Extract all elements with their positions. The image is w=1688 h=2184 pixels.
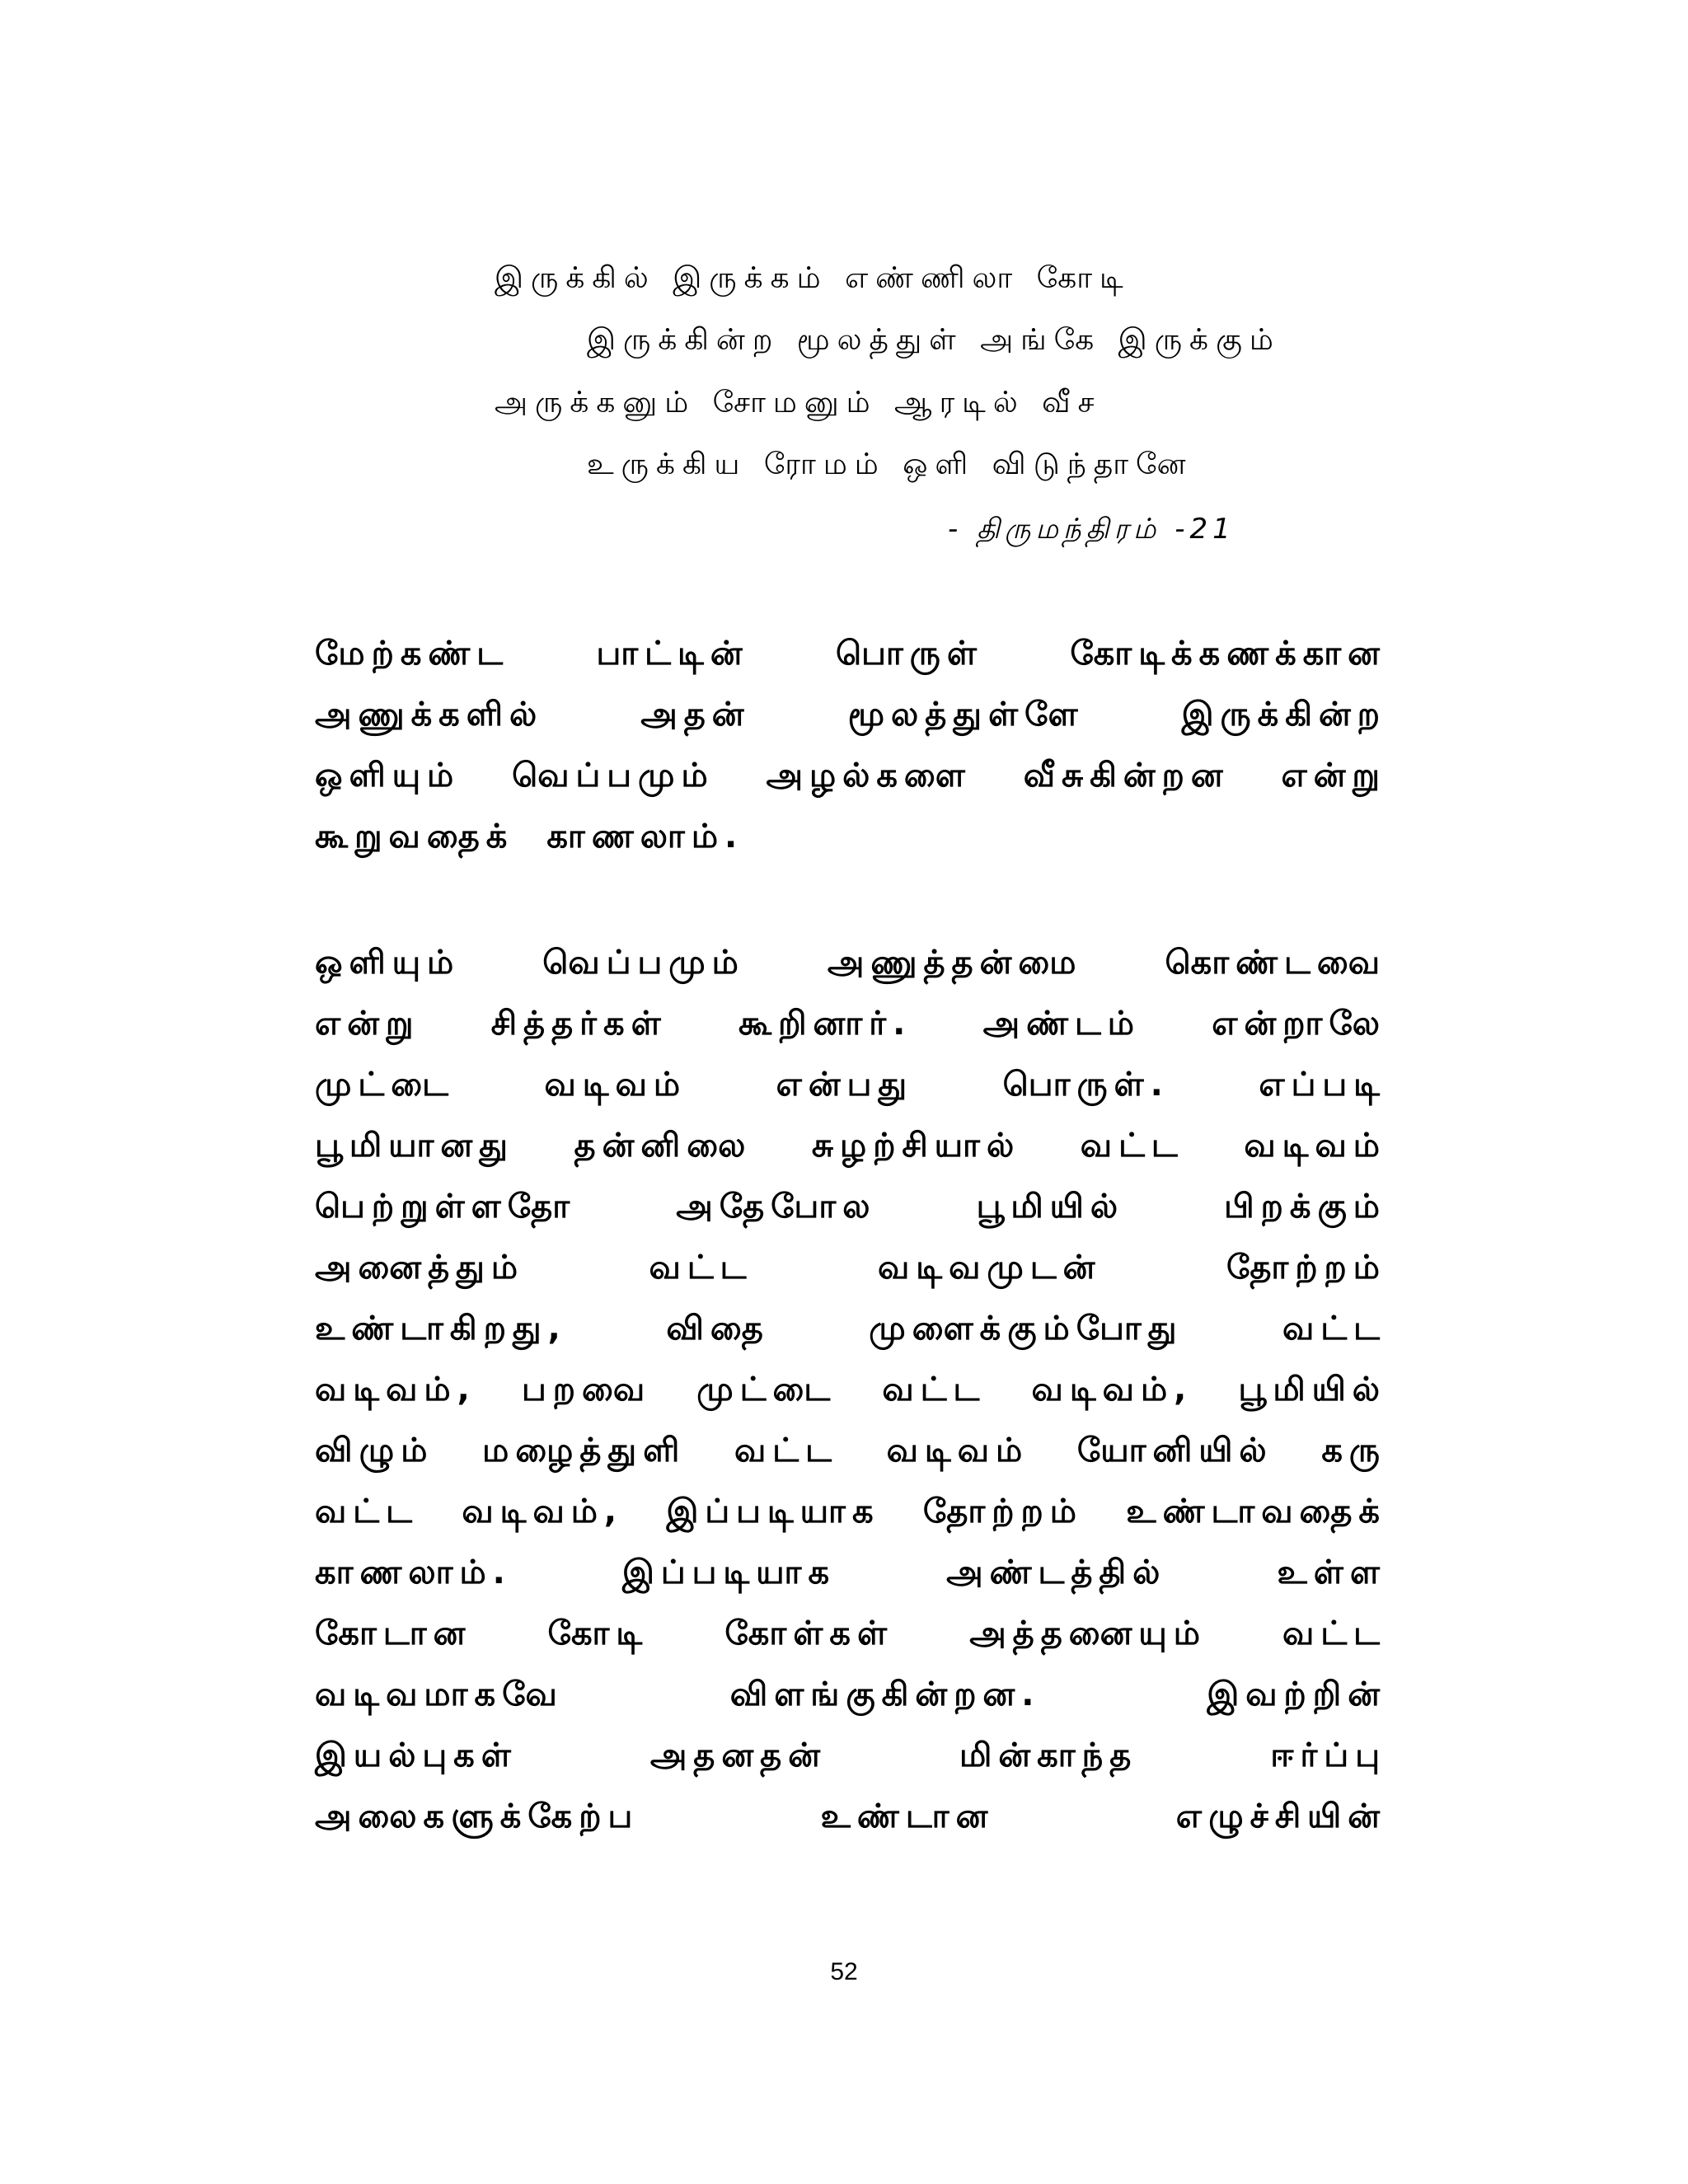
word: விழும் [315, 1432, 434, 1469]
paragraph-line [315, 1066, 1386, 1127]
word: வட்ட [882, 1371, 987, 1408]
word: மூலத்துள்ளே [847, 696, 1085, 733]
word: உண்டான [820, 1797, 995, 1835]
word: கோடான [315, 1615, 472, 1652]
word: இவற்றின் [1207, 1675, 1386, 1713]
word: ஒளியும் [315, 944, 461, 982]
word: ஈர்ப்பு [1270, 1736, 1386, 1774]
word: விளங்குகின்றன. [729, 1675, 1041, 1713]
word: வீசுகின்றன [1023, 757, 1230, 794]
word: தோற்றம் [922, 1493, 1083, 1530]
word: இயல்புகள் [315, 1736, 518, 1774]
word: உண்டாவதைக் [1126, 1493, 1386, 1530]
word: அனைத்தும் [315, 1249, 525, 1286]
word: கொண்டவை [1165, 944, 1386, 982]
word: கூறுவதைக் [315, 818, 514, 855]
word: பாட்டின் [596, 635, 749, 673]
word: மின்காந்த [959, 1736, 1138, 1774]
paragraph-line [315, 1127, 1386, 1188]
paragraph-line [315, 1554, 1386, 1615]
verse-line: இருக்கில் இருக்கம் எண்ணிலா கோடி [495, 261, 1131, 295]
paragraph-line [315, 757, 1386, 818]
word: அதேபோல [676, 1188, 877, 1226]
word: சித்தர்கள் [490, 1005, 668, 1043]
word: யோனியில் [1076, 1432, 1273, 1469]
word: கோடி [547, 1615, 649, 1652]
word: எழுச்சியின் [1175, 1797, 1386, 1835]
paragraph-line [315, 1675, 1386, 1736]
word: உள்ள [1277, 1554, 1386, 1591]
word: சுழற்சியால் [811, 1127, 1021, 1165]
word: வட்ட [1282, 1615, 1386, 1652]
word: கூறினார். [738, 1005, 912, 1043]
word: வடிவமாகவே [315, 1675, 564, 1713]
paragraph-line [315, 1493, 1386, 1554]
word: வட்ட [1282, 1310, 1386, 1347]
word: அண்டம் [982, 1005, 1141, 1043]
paragraph-line [315, 1797, 1386, 1858]
word: அதனதன் [649, 1736, 827, 1774]
word: பொருள் [835, 635, 983, 673]
word: பிறக்கும் [1224, 1188, 1386, 1226]
word: பூமியில் [1238, 1371, 1386, 1408]
word: வெப்பமும் [542, 944, 745, 982]
verse-line: உருக்கிய ரோமம் ஒளி விடுந்தானே [587, 448, 1193, 481]
word: அதன் [640, 696, 751, 733]
word: என்று [315, 1005, 420, 1043]
word: இப்படியாக [666, 1493, 880, 1530]
word: மழைத்துளி [482, 1432, 687, 1469]
word: என்றாலே [1212, 1005, 1386, 1043]
paragraph-2 [315, 944, 1386, 1858]
word: கோள்கள் [724, 1615, 894, 1652]
word: பூமியானது [315, 1127, 514, 1165]
word: வட்ட [1080, 1127, 1184, 1165]
paragraph-line [315, 635, 1386, 696]
word: வடிவம் [886, 1432, 1029, 1469]
word: வடிவமுடன் [878, 1249, 1102, 1286]
paragraph-line [315, 696, 1386, 757]
word: காணலாம். [546, 818, 744, 855]
word: பொருள். [1002, 1066, 1170, 1104]
paragraph-line [315, 1615, 1386, 1675]
verse-line: இருக்கின்ற மூலத்துள் அங்கே இருக்கும் [587, 323, 1281, 357]
word: தோற்றம் [1226, 1249, 1386, 1286]
word: எப்படி [1259, 1066, 1386, 1104]
word: வடிவம் [1244, 1127, 1386, 1165]
word: வடிவம் [544, 1066, 687, 1104]
word: இப்படியாக [621, 1554, 837, 1591]
word: வடிவம், [315, 1371, 476, 1408]
word: பூமியில் [976, 1188, 1125, 1226]
page-number: 52 [830, 1958, 858, 1985]
word: மேற்கண்ட [315, 635, 510, 673]
word: அத்தனையும் [969, 1615, 1207, 1652]
paragraph-1 [315, 635, 1386, 879]
paragraph-line [315, 1736, 1386, 1797]
paragraph-line [315, 1371, 1386, 1432]
word: வட்ட [315, 1493, 419, 1530]
word: அலைகளுக்கேற்ப [315, 1797, 640, 1835]
word: வடிவம், [1031, 1371, 1193, 1408]
word: அணுக்களில் [315, 696, 544, 733]
word: முட்டை [696, 1371, 837, 1408]
word: வட்ட [734, 1432, 838, 1469]
paragraph-line [315, 1188, 1386, 1249]
word: விதை [666, 1310, 770, 1347]
paragraph-line [315, 818, 1386, 879]
paragraph-line [315, 1432, 1386, 1493]
word: அண்டத்தில் [946, 1554, 1167, 1591]
paragraph-line [315, 1310, 1386, 1371]
paragraph-line [315, 1005, 1386, 1066]
word: அணுத்தன்மை [827, 944, 1083, 982]
word: அழல்களை [766, 757, 972, 794]
word: பெற்றுள்ளதோ [315, 1188, 577, 1226]
word: கோடிக்கணக்கான [1070, 635, 1386, 673]
word: வட்ட [649, 1249, 753, 1286]
word: தன்னிலை [574, 1127, 753, 1165]
word: என்று [1281, 757, 1386, 794]
word: முளைக்கும்போது [869, 1310, 1184, 1347]
word: முட்டை [315, 1066, 455, 1104]
paragraph-line [315, 1249, 1386, 1310]
word: காணலாம். [315, 1554, 512, 1591]
word: கரு [1321, 1432, 1386, 1469]
word: வெப்பமும் [512, 757, 715, 794]
word: ஒளியும் [315, 757, 461, 794]
word: பறவை [521, 1371, 652, 1408]
verse-attribution: - திருமந்திரம் -21 [948, 513, 1236, 546]
word: என்பது [776, 1066, 914, 1104]
word: உண்டாகிறது, [315, 1310, 567, 1347]
paragraph-line [315, 944, 1386, 1005]
word: வடிவம், [462, 1493, 624, 1530]
verse-line: அருக்கனும் சோமனும் ஆரடில் வீச [495, 386, 1102, 419]
word: இருக்கின்ற [1181, 696, 1386, 733]
